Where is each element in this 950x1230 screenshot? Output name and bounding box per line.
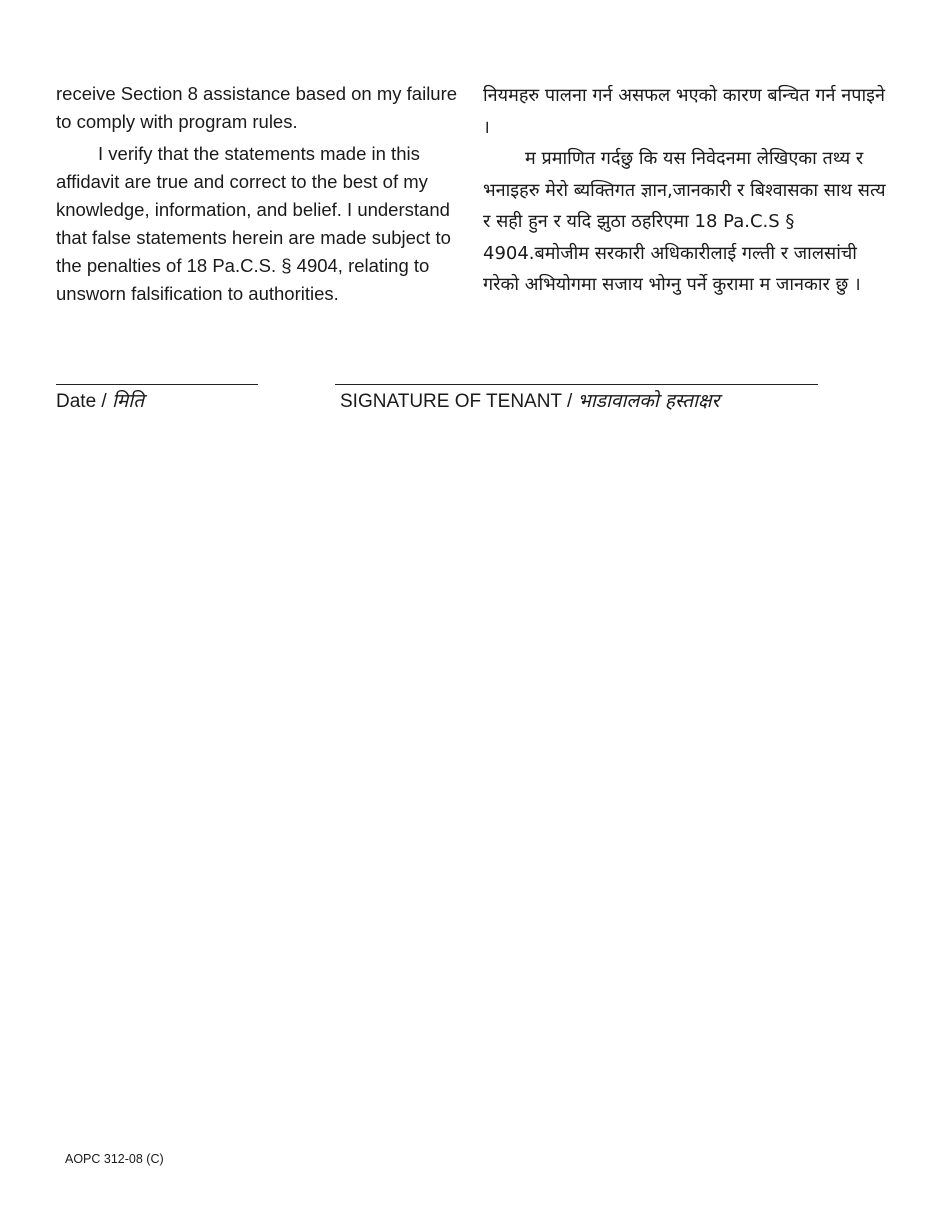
date-label-ne: मिति (111, 390, 145, 412)
tenant-label-en: SIGNATURE OF TENANT / (340, 391, 578, 412)
nepali-column (483, 80, 893, 301)
english-verification-paragraph: I verify that the statements made in this affidavit are true and correct to the best of my knowledge, information, and belief. I understand that false statements herein are made subject to the penalties of 18 Pa.C.S. § 4904, relating to unsworn falsification to authorities. (56, 143, 451, 304)
date-label (56, 388, 144, 415)
form-code: AOPC 312-08 (C) (65, 1152, 164, 1166)
tenant-label-ne: भाडावालको हस्ताक्षर (577, 390, 720, 412)
tenant-signature-line[interactable] (335, 384, 818, 385)
nepali-verification-paragraph: म प्रमाणित गर्दछु कि यस निवेदनमा लेखिएका तथ्य र भनाइहरु मेरो ब्यक्तिगत ज्ञान,जानकारी र बिश्वासका साथ सत्य र सही हुन र यदि झुठा ठहरिएमा 18 Pa.C.S § 4904.बमोजीम सरकारी अधिकारीलाई गल्ती र जालसांची गरेको अभियोगमा सजाय भोग्नु पर्ने कुरामा म जानकार छु । (483, 148, 886, 295)
english-column (56, 80, 466, 308)
date-signature-line[interactable] (56, 384, 258, 385)
tenant-signature-label (340, 388, 719, 415)
date-label-en: Date / (56, 391, 112, 412)
nepali-continued-paragraph: नियमहरु पालना गर्न असफल भएको कारण बन्चित गर्न नपाइने । (483, 85, 885, 138)
english-continued-paragraph: receive Section 8 assistance based on my failure to comply with program rules. (56, 83, 458, 132)
